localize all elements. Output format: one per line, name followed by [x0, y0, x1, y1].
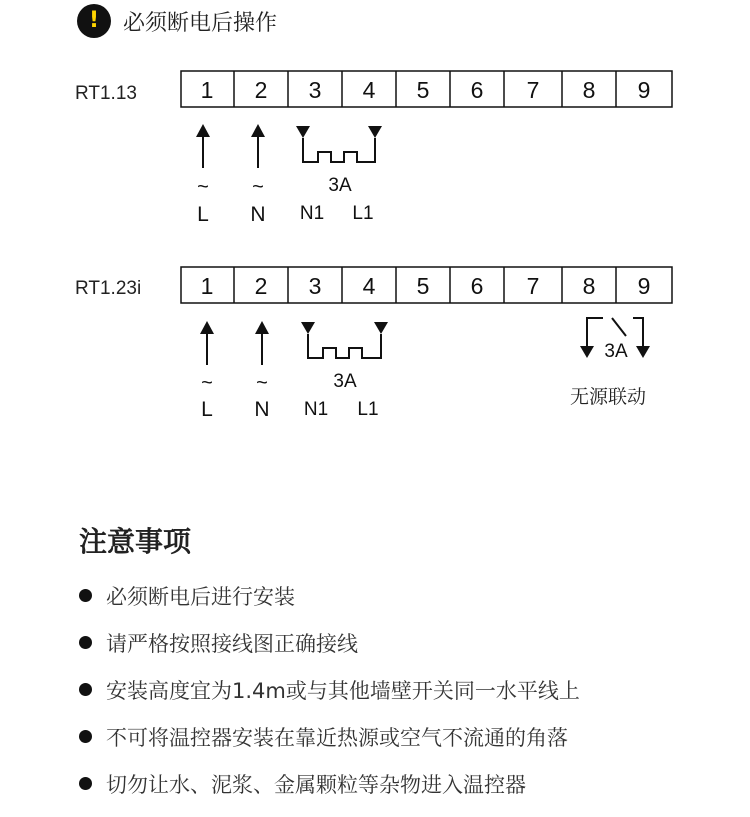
load-rating: 3A [333, 371, 357, 392]
bullet-icon [79, 636, 92, 649]
load-symbol [301, 322, 388, 358]
relay-caption: 无源联动 [569, 387, 647, 408]
warning-text: 必须断电后操作 [123, 10, 278, 36]
bullet-icon [79, 730, 92, 743]
terminal-number: 3 [308, 77, 322, 103]
terminal-number: 9 [637, 77, 651, 103]
list-item [79, 666, 580, 713]
load-label-l1: L1 [352, 203, 374, 224]
terminal-number: 6 [470, 273, 484, 299]
list-item [79, 619, 580, 666]
terminal-number: 5 [416, 273, 430, 299]
notes-list [79, 572, 580, 807]
terminal-number: 4 [362, 77, 376, 103]
input-label-n: N [250, 203, 266, 226]
model-label: RT1.13 [75, 83, 137, 104]
ac-symbol: ~ [252, 176, 264, 198]
note-text: 必须断电后进行安装 [106, 584, 295, 609]
terminal-number: 4 [362, 273, 376, 299]
note-text: 安装高度宜为1.4m或与其他墙壁开关同一水平线上 [106, 678, 580, 703]
list-item [79, 760, 580, 807]
list-item [79, 713, 580, 760]
relay-rating: 3A [604, 341, 628, 362]
terminal-number: 8 [582, 273, 596, 299]
terminal-number: 2 [254, 273, 268, 299]
terminal-number: 6 [470, 77, 484, 103]
bullet-icon [79, 589, 92, 602]
load-rating: 3A [328, 175, 352, 196]
load-label-n1: N1 [303, 399, 329, 420]
model-label: RT1.23i [75, 278, 142, 299]
ac-symbol: ~ [197, 176, 209, 198]
terminal-number: 7 [526, 273, 540, 299]
bullet-icon [79, 683, 92, 696]
note-text: 请严格按照接线图正确接线 [106, 631, 358, 656]
input-arrow-up-icon [200, 321, 269, 365]
ac-symbol: ~ [201, 372, 213, 394]
diagram-rt123i [75, 267, 672, 421]
terminal-number: 2 [254, 77, 268, 103]
note-text: 不可将温控器安装在靠近热源或空气不流通的角落 [106, 725, 568, 750]
load-label-n1: N1 [299, 203, 325, 224]
exclamation-icon: ! [77, 4, 111, 38]
terminal-number: 1 [200, 273, 214, 299]
input-label-l: L [197, 203, 209, 226]
terminal-number: 9 [637, 273, 651, 299]
bullet-icon [79, 777, 92, 790]
terminal-number: 7 [526, 77, 540, 103]
terminal-number: 1 [200, 77, 214, 103]
terminal-number: 8 [582, 77, 596, 103]
input-label-l: L [201, 398, 213, 421]
list-item [79, 572, 580, 619]
input-label-n: N [254, 398, 270, 421]
note-text: 切勿让水、泥浆、金属颗粒等杂物进入温控器 [106, 772, 526, 797]
terminal-number: 5 [416, 77, 430, 103]
load-symbol [296, 126, 382, 162]
ac-symbol: ~ [256, 372, 268, 394]
load-label-l1: L1 [357, 399, 379, 420]
terminal-number: 3 [308, 273, 322, 299]
diagram-rt113 [75, 71, 672, 226]
input-arrow-up-icon [196, 124, 265, 168]
notes-title: 注意事项 [79, 525, 192, 558]
